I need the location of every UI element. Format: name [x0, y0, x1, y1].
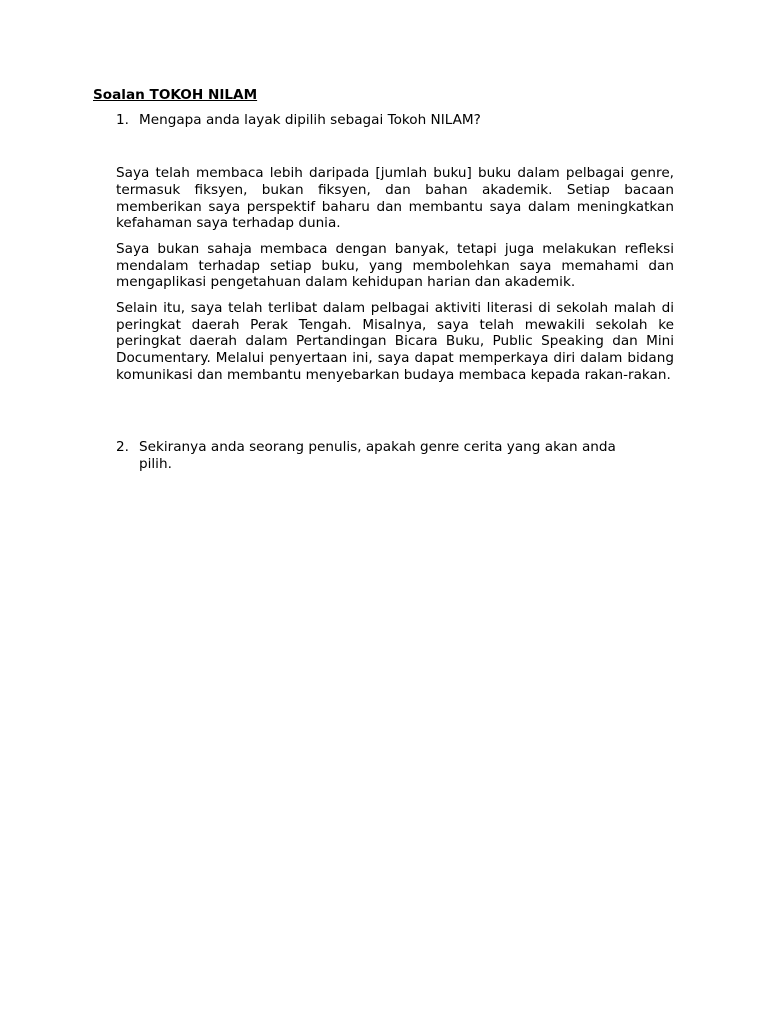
- question-number: 2.: [116, 439, 129, 455]
- answer-paragraph: Selain itu, saya telah terlibat dalam pelbagai aktiviti literasi di sekolah malah di peringkat daerah Perak Tengah. Misalnya, saya telah mewakili sekolah ke peringkat daerah dalam Pertandingan Bicara Buku, Public Speaking dan Mini Documentary. Melalui penyertaan ini, saya dapat memperkaya diri dalam bidang komunikasi dan membantu menyebarkan budaya membaca kepada rakan-rakan.: [116, 299, 674, 383]
- question-text: Mengapa anda layak dipilih sebagai Tokoh NILAM?: [139, 112, 481, 128]
- answer-1: [116, 165, 674, 392]
- question-number: 1.: [116, 112, 129, 128]
- question-2: [116, 439, 646, 473]
- answer-paragraph: Saya bukan sahaja membaca dengan banyak, tetapi juga melakukan refleksi mendalam terhadap setiap buku, yang membolehkan saya memahami dan mengaplikasi pengetahuan dalam kehidupan harian dan akademik.: [116, 240, 674, 291]
- question-1: [116, 112, 656, 129]
- document-title: Soalan TOKOH NILAM: [93, 87, 258, 103]
- question-text: Sekiranya anda seorang penulis, apakah genre cerita yang akan anda pilih.: [139, 439, 616, 472]
- answer-paragraph: Saya telah membaca lebih daripada [jumlah buku] buku dalam pelbagai genre, termasuk fiksyen, bukan fiksyen, dan bahan akademik. Setiap bacaan memberikan saya perspektif baharu dan membantu saya dalam meningkatkan kefahaman saya terhadap dunia.: [116, 165, 674, 232]
